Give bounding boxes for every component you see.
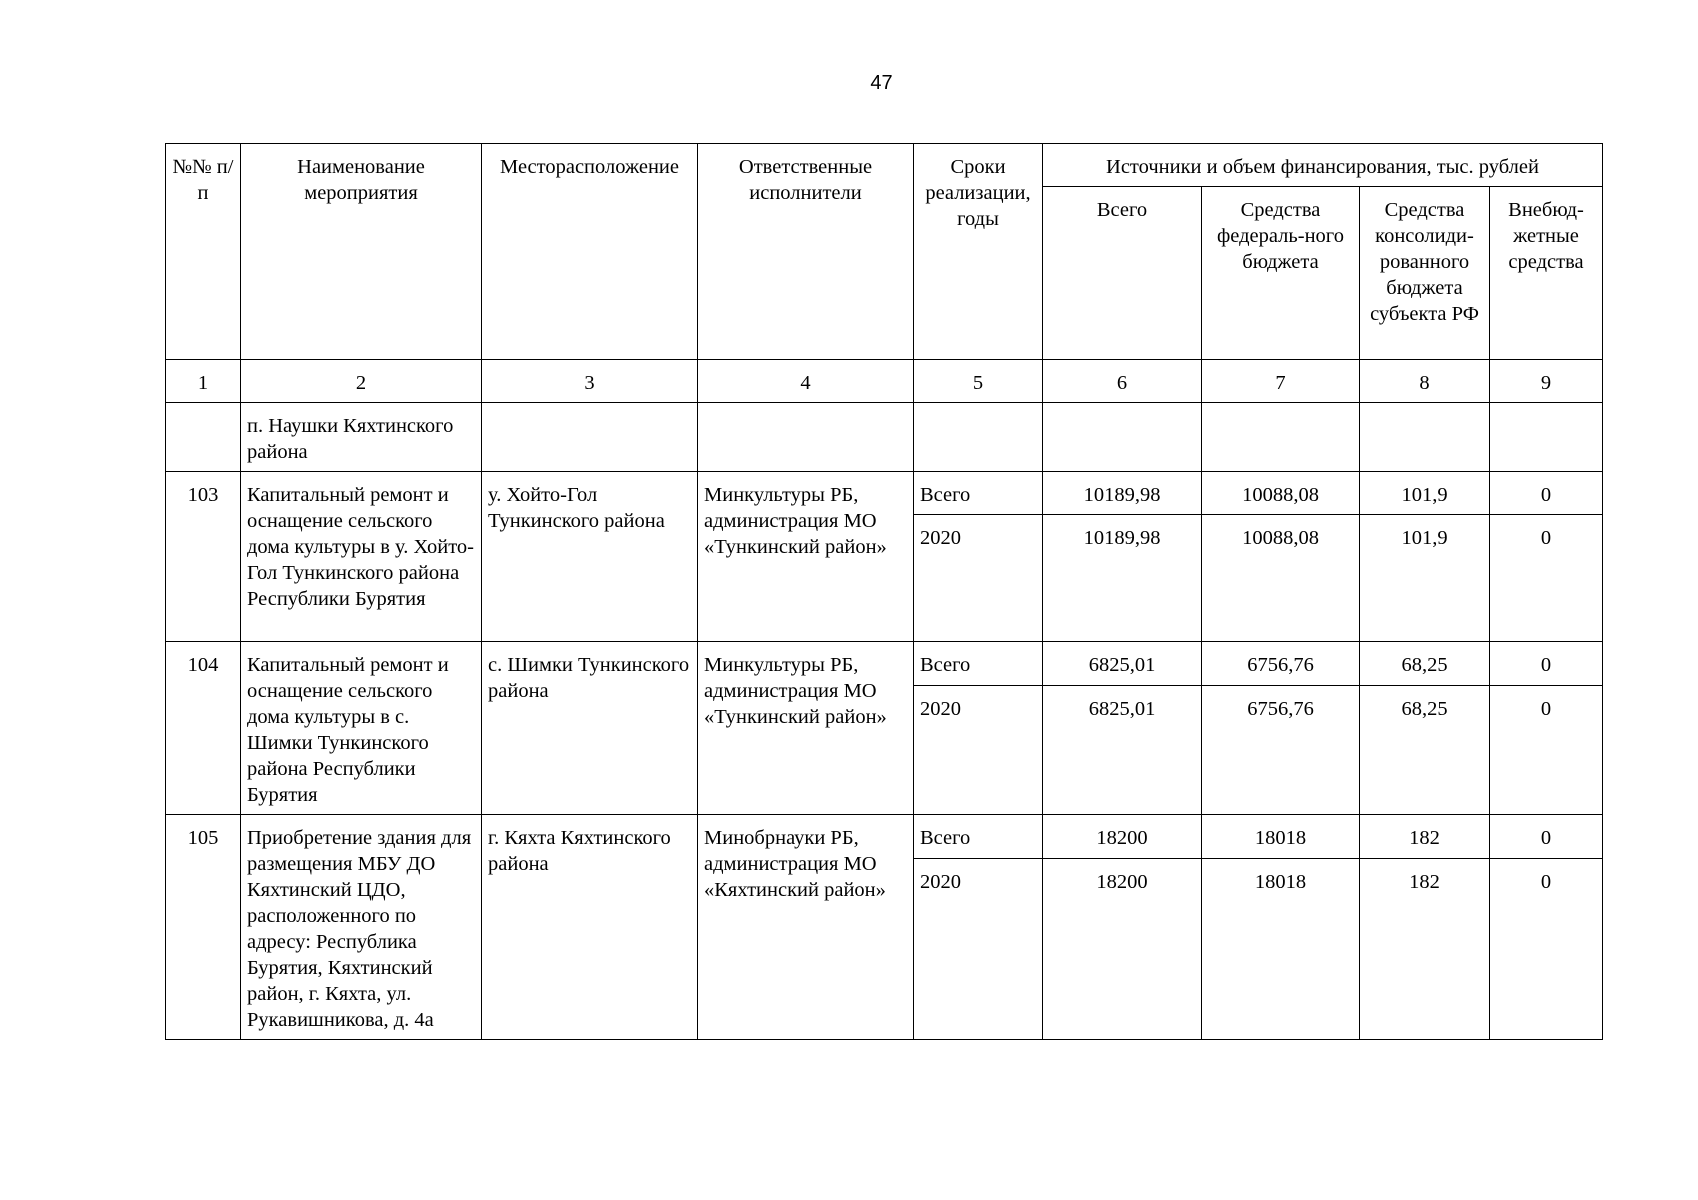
column-numbers-row (166, 360, 1603, 403)
table-row (166, 472, 1603, 515)
column-number: 9 (1490, 360, 1603, 403)
continuation-row (166, 403, 1603, 472)
row-total: 10189,98 (1043, 472, 1202, 515)
page-number: 47 (870, 72, 893, 94)
row-extra: 0 (1490, 472, 1603, 515)
column-number: 7 (1202, 360, 1360, 403)
header-col-3: Месторасположение (482, 144, 698, 360)
row-total: 6825,01 (1043, 685, 1202, 814)
row-name: Капитальный ремонт и оснащение сельского дома культуры в с. Шимки Тункинского района Республики Бурятия (241, 642, 482, 815)
row-extra: 0 (1490, 858, 1603, 1039)
row-total: 18200 (1043, 815, 1202, 859)
row-term: 2020 (914, 858, 1043, 1039)
row-name: Приобретение здания для размещения МБУ ДО Кяхтинский ЦДО, расположенного по адресу: Республика Бурятия, Кяхтинский район, г. Кяхта, ул. Рукавишникова, д. 4а (241, 815, 482, 1040)
row-federal: 18018 (1202, 858, 1360, 1039)
column-number: 1 (166, 360, 241, 403)
row-regional: 101,9 (1360, 515, 1490, 642)
row-regional: 182 (1360, 858, 1490, 1039)
header-col-5: Сроки реализации, годы (914, 144, 1043, 360)
row-name: Капитальный ремонт и оснащение сельского дома культуры в у. Хойто-Гол Тункинского района Республики Бурятия (241, 472, 482, 642)
row-number: 105 (166, 815, 241, 1040)
row-location: у. Хойто-Гол Тункинского района (482, 472, 698, 642)
row-term: Всего (914, 472, 1043, 515)
row-extra: 0 (1490, 685, 1603, 814)
row-term: Всего (914, 642, 1043, 686)
row-federal: 6756,76 (1202, 685, 1360, 814)
row-regional: 101,9 (1360, 472, 1490, 515)
row-total: 6825,01 (1043, 642, 1202, 686)
row-federal: 10088,08 (1202, 472, 1360, 515)
column-number: 3 (482, 360, 698, 403)
row-federal: 6756,76 (1202, 642, 1360, 686)
column-number: 2 (241, 360, 482, 403)
row-location: с. Шимки Тункинского района (482, 642, 698, 815)
row-total: 18200 (1043, 858, 1202, 1039)
row-term: Всего (914, 815, 1043, 859)
row-responsible: Минкультуры РБ, администрация МО «Тункинский район» (698, 472, 914, 642)
row-responsible: Минобрнауки РБ, администрация МО «Кяхтинский район» (698, 815, 914, 1040)
column-number: 5 (914, 360, 1043, 403)
header-col-4: Ответственные исполнители (698, 144, 914, 360)
header-col-8: Средства консолиди-рованного бюджета субъекта РФ (1360, 187, 1490, 360)
row-extra: 0 (1490, 515, 1603, 642)
row-term: 2020 (914, 685, 1043, 814)
header-col-7: Средства федераль-ного бюджета (1202, 187, 1360, 360)
row-number: 104 (166, 642, 241, 815)
row-federal: 10088,08 (1202, 515, 1360, 642)
row-number: 103 (166, 472, 241, 642)
row-regional: 68,25 (1360, 685, 1490, 814)
row-location: г. Кяхта Кяхтинского района (482, 815, 698, 1040)
column-number: 6 (1043, 360, 1202, 403)
row-federal: 18018 (1202, 815, 1360, 859)
header-col-1: №№ п/п (166, 144, 241, 360)
header-row-1 (166, 144, 1603, 187)
header-funding-group: Источники и объем финансирования, тыс. рублей (1043, 144, 1603, 187)
row-total: 10189,98 (1043, 515, 1202, 642)
column-number: 8 (1360, 360, 1490, 403)
row-responsible: Минкультуры РБ, администрация МО «Тункинский район» (698, 642, 914, 815)
table-row (166, 815, 1603, 859)
table-row (166, 642, 1603, 686)
header-col-9: Внебюд-жетные средства (1490, 187, 1603, 360)
row-regional: 182 (1360, 815, 1490, 859)
header-col-6: Всего (1043, 187, 1202, 360)
column-number: 4 (698, 360, 914, 403)
row-term: 2020 (914, 515, 1043, 642)
row-regional: 68,25 (1360, 642, 1490, 686)
row-extra: 0 (1490, 642, 1603, 686)
header-col-2: Наименование мероприятия (241, 144, 482, 360)
continuation-name: п. Наушки Кяхтинского района (241, 403, 482, 472)
row-extra: 0 (1490, 815, 1603, 859)
financing-table (165, 143, 1603, 1040)
